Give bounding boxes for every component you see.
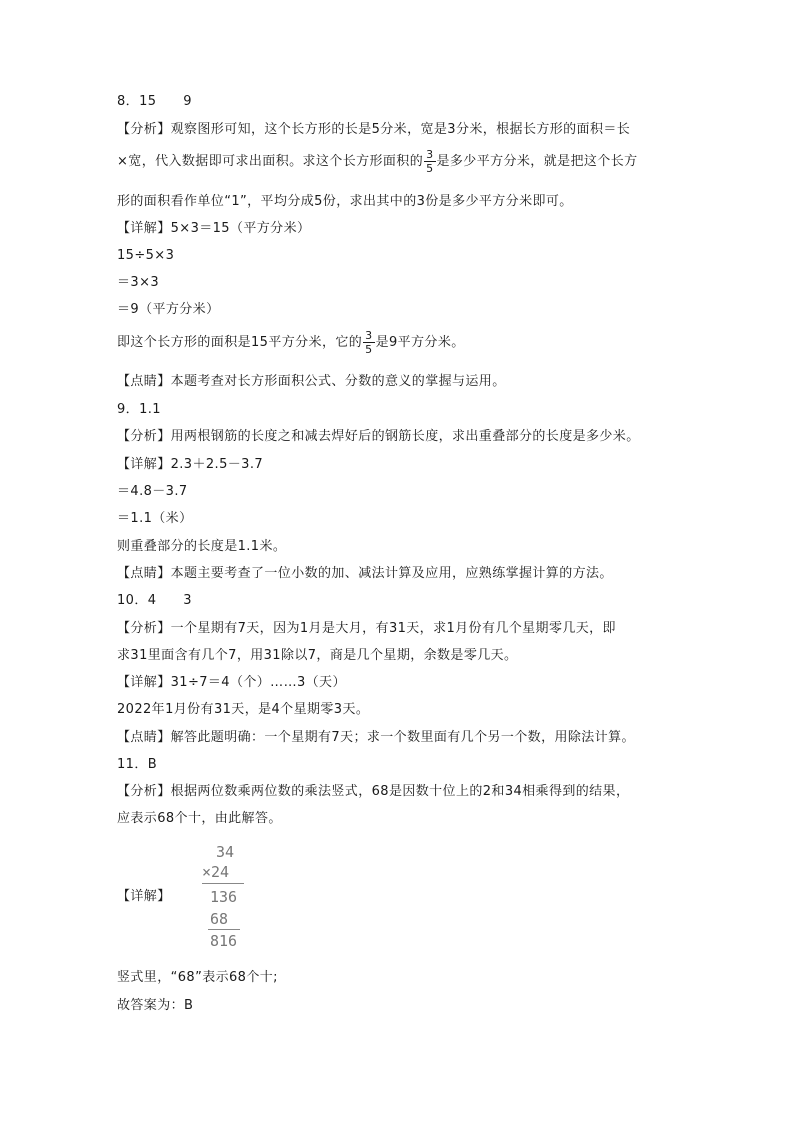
- q11-explain: 竖式里，“68”表示68个十;: [117, 970, 278, 985]
- q8-header: 8．15 9: [117, 94, 192, 109]
- q8-analysis-line2-text-b: 是多少平方分米，就是把这个长方: [436, 154, 638, 169]
- q11-answer: 故答案为：B: [117, 998, 194, 1013]
- q8-analysis-line3: 形的面积看作单位“1”，平均分成5份，求出其中的3份是多少平方分米即可。: [117, 194, 573, 209]
- fraction-denominator: 5: [365, 343, 373, 356]
- q9-comment: 【点睛】本题主要考查了一位小数的加、减法计算及应用，应熟练掌握计算的方法。: [117, 566, 613, 581]
- calc-rule-1: [202, 883, 244, 884]
- q10-header: 10．4 3: [117, 593, 192, 608]
- q8-analysis-line2: [117, 149, 638, 174]
- fraction-numerator: 3: [426, 148, 434, 161]
- calc-result: 816: [210, 932, 238, 950]
- q8-detail-line2: 15÷5×3: [117, 248, 175, 263]
- q9-detail-line1: 【详解】2.3＋2.5－3.7: [117, 457, 264, 472]
- q11-detail-label: 【详解】: [117, 889, 171, 904]
- q11-analysis-line2: 应表示68个十，由此解答。: [117, 811, 282, 826]
- fraction-three-fifths: [424, 149, 435, 174]
- q8-comment: 【点睛】本题考查对长方形面积公式、分数的意义的掌握与运用。: [117, 374, 506, 389]
- q11-header: 11．B: [117, 757, 158, 772]
- q9-conclusion: 则重叠部分的长度是1.1米。: [117, 539, 287, 554]
- q8-conclusion-text-a: 即这个长方形的面积是15平方分米，它的: [117, 335, 363, 350]
- vertical-multiplication: [198, 843, 258, 953]
- q8-detail-line1: 【详解】5×3＝15（平方分米）: [117, 221, 311, 236]
- fraction-numerator: 3: [365, 329, 373, 342]
- calc-rule-2: [208, 929, 240, 930]
- q8-conclusion-text-b: 是9平方分米。: [375, 335, 465, 350]
- q10-conclusion: 2022年1月份有31天，是4个星期零3天。: [117, 702, 370, 717]
- q9-header: 9．1.1: [117, 402, 161, 417]
- fraction-denominator: 5: [426, 162, 434, 175]
- q8-analysis-line2-text-a: ×宽，代入数据即可求出面积。求这个长方形面积的: [117, 154, 424, 169]
- q11-analysis-line1: 【分析】根据两位数乘两位数的乘法竖式，68是因数十位上的2和34相乘得到的结果，: [117, 784, 630, 799]
- q10-comment: 【点睛】解答此题明确：一个星期有7天；求一个数里面有几个另一个数，用除法计算。: [117, 730, 635, 745]
- q10-analysis-line2: 求31里面含有几个7，用31除以7，商是几个星期，余数是零几天。: [117, 648, 518, 663]
- q10-analysis-line1: 【分析】一个星期有7天，因为1月是大月，有31天，求1月份有几个星期零几天，即: [117, 621, 616, 636]
- q9-detail-line2: ＝4.8－3.7: [117, 484, 188, 499]
- calc-multiplier: ×24: [202, 863, 230, 881]
- calc-partial-1: 136: [210, 888, 238, 906]
- fraction-three-fifths-2: [363, 330, 374, 355]
- q9-detail-line3: ＝1.1（米）: [117, 511, 193, 526]
- q10-detail: 【详解】31÷7＝4（个）……3（天）: [117, 675, 346, 690]
- q8-detail-line4: ＝9（平方分米）: [117, 302, 220, 317]
- q9-analysis: 【分析】用两根钢筋的长度之和减去焊好后的钢筋长度，求出重叠部分的长度是多少米。: [117, 429, 640, 444]
- q8-analysis-line1: 【分析】观察图形可知，这个长方形的长是5分米，宽是3分米，根据长方形的面积＝长: [117, 122, 631, 137]
- q8-detail-line3: ＝3×3: [117, 275, 160, 290]
- q8-conclusion: [117, 330, 465, 355]
- calc-multiplicand: 34: [216, 843, 235, 861]
- calc-partial-2: 68: [210, 910, 229, 928]
